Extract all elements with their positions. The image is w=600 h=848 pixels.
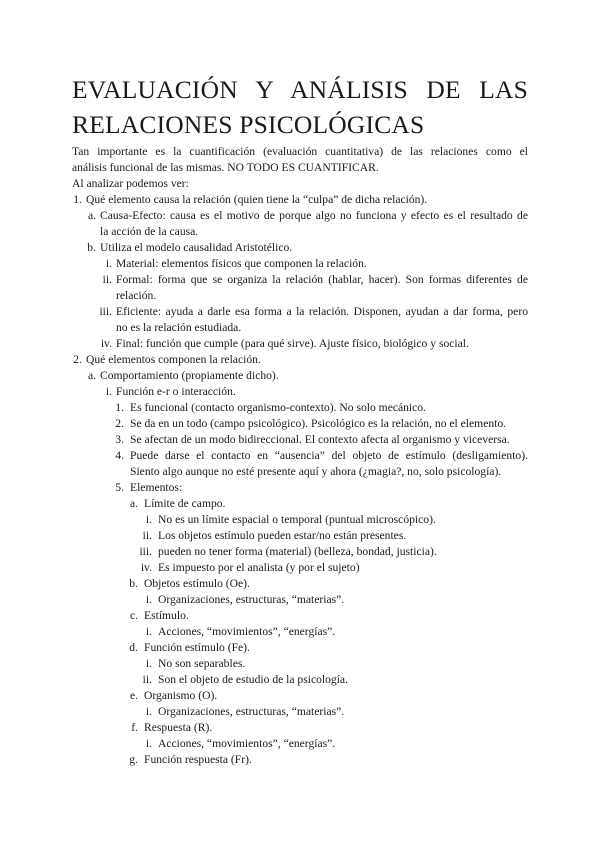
list-item-f1: Es funcional (contacto organismo-contexto). No solo mecánico. bbox=[130, 401, 426, 414]
list-item-e-a-iv: Es impuesto por el analista (y por el sujeto) bbox=[158, 561, 360, 574]
list-marker: g. bbox=[129, 753, 138, 766]
title-line-2: RELACIONES PSICOLÓGICAS bbox=[72, 110, 425, 139]
list-item-f4-line-1: Puede darse el contacto en “ausencia” del objeto de estímulo (desligamiento). bbox=[130, 449, 528, 462]
list-item-1a-line-2: la acción de la causa. bbox=[100, 225, 199, 238]
list-marker: ii. bbox=[142, 673, 152, 686]
list-item-e-c: Estímulo. bbox=[144, 609, 189, 622]
list-item-1b-iii-line-1: Eficiente: ayuda a darle esa forma a la relación. Disponen, ayudan a dar forma, pero bbox=[116, 305, 528, 318]
list-marker: i. bbox=[105, 257, 112, 270]
intro-line-3: Al analizar podemos ver: bbox=[72, 177, 189, 190]
list-item-1b-iv: Final: función que cumple (para qué sirve). Ajuste físico, biológico y social. bbox=[116, 337, 469, 350]
list-marker: 2. bbox=[73, 353, 82, 366]
list-marker: iii. bbox=[139, 545, 152, 558]
list-item-1b-ii-line-1: Formal: forma que se organiza la relación (hablar, hacer). Son formas diferentes de bbox=[116, 273, 528, 286]
list-marker: a. bbox=[87, 369, 96, 382]
list-marker: i. bbox=[145, 657, 152, 670]
list-item-e-d-ii: Son el objeto de estudio de la psicología. bbox=[158, 673, 348, 686]
list-item-1b: Utiliza el modelo causalidad Aristotélico. bbox=[100, 241, 293, 254]
list-item-f2: Se da en un todo (campo psicológico). Psicológico es la relación, no el elemento. bbox=[130, 417, 507, 430]
list-marker: i. bbox=[145, 705, 152, 718]
list-marker: i. bbox=[145, 593, 152, 606]
list-item-e-c-i: Acciones, “movimientos”, “energías”. bbox=[158, 625, 336, 638]
list-item-e-f-i: Acciones, “movimientos”, “energías”. bbox=[158, 737, 336, 750]
list-marker: i. bbox=[145, 513, 152, 526]
list-marker: iv. bbox=[140, 561, 152, 574]
list-item-e-a-ii: Los objetos estímulo pueden estar/no están presentes. bbox=[158, 529, 407, 542]
list-item-1a-line-1: Causa-Efecto: causa es el motivo de porque algo no funciona y efecto es el resultado de bbox=[100, 209, 528, 222]
list-item-e-b-i: Organizaciones, estructuras, “materias”. bbox=[158, 593, 345, 606]
list-item-e-a-iii: pueden no tener forma (material) (belleza, bondad, justicia). bbox=[158, 545, 437, 558]
list-marker: 1. bbox=[73, 193, 82, 206]
list-item-e-d-i: No son separables. bbox=[158, 657, 246, 670]
list-item-e-f: Respuesta (R). bbox=[144, 721, 213, 734]
list-marker: 5. bbox=[115, 481, 124, 494]
list-marker: a. bbox=[129, 497, 138, 510]
title-line-1: EVALUACIÓN Y ANÁLISIS DE LAS bbox=[72, 75, 528, 104]
list-item-e-a: Límite de campo. bbox=[144, 497, 226, 510]
list-marker: iii. bbox=[99, 305, 112, 318]
list-item-f3: Se afectan de un modo bidireccional. El contexto afecta al organismo y viceversa. bbox=[130, 433, 510, 446]
list-marker: i. bbox=[105, 385, 112, 398]
page-title bbox=[72, 72, 528, 142]
list-item-1b-i: Material: elementos físicos que componen la relación. bbox=[116, 257, 367, 270]
list-marker: ii. bbox=[142, 529, 152, 542]
list-item-e-a-i: No es un límite espacial o temporal (puntual microscópico). bbox=[158, 513, 436, 526]
list-item-e-d: Función estímulo (Fe). bbox=[144, 641, 250, 654]
list-marker: i. bbox=[145, 737, 152, 750]
list-item-e-e-i: Organizaciones, estructuras, “materias”. bbox=[158, 705, 345, 718]
list-marker: 2. bbox=[115, 417, 124, 430]
list-marker: 3. bbox=[115, 433, 124, 446]
list-marker: b. bbox=[87, 241, 96, 254]
list-item-2a-i: Función e-r o interacción. bbox=[116, 385, 236, 398]
list-marker: ii. bbox=[102, 273, 112, 286]
list-marker: f. bbox=[131, 721, 138, 734]
list-item-1: Qué elemento causa la relación (quien tiene la “culpa” de dicha relación). bbox=[86, 193, 428, 206]
list-item-e-g: Función respuesta (Fr). bbox=[144, 753, 252, 766]
list-item-1b-iii-line-2: no es la relación estudiada. bbox=[116, 321, 242, 334]
list-marker: i. bbox=[145, 625, 152, 638]
intro-line-2: análisis funcional de las mismas. NO TODO ES CUANTIFICAR. bbox=[72, 161, 379, 174]
list-item-e-e: Organismo (O). bbox=[144, 689, 218, 702]
list-marker: b. bbox=[129, 577, 138, 590]
list-marker: c. bbox=[129, 609, 138, 622]
list-marker: iv. bbox=[100, 337, 112, 350]
list-item-2: Qué elementos componen la relación. bbox=[86, 353, 261, 366]
list-item-1b-ii-line-2: relación. bbox=[116, 289, 157, 302]
list-item-2a: Comportamiento (propiamente dicho). bbox=[100, 369, 279, 382]
list-marker: e. bbox=[129, 689, 138, 702]
intro-line-1: Tan importante es la cuantificación (evaluación cuantitativa) de las relaciones como el bbox=[72, 145, 528, 158]
list-item-f4-line-2: Siento algo aunque no esté presente aquí y ahora (¿magia?, no, solo psicología). bbox=[130, 465, 502, 478]
list-item-e-b: Objetos estímulo (Oe). bbox=[144, 577, 250, 590]
list-item-f5: Elementos: bbox=[130, 481, 183, 494]
list-marker: d. bbox=[129, 641, 138, 654]
list-marker: 4. bbox=[115, 449, 124, 462]
list-marker: a. bbox=[87, 209, 96, 222]
list-marker: 1. bbox=[115, 401, 124, 414]
